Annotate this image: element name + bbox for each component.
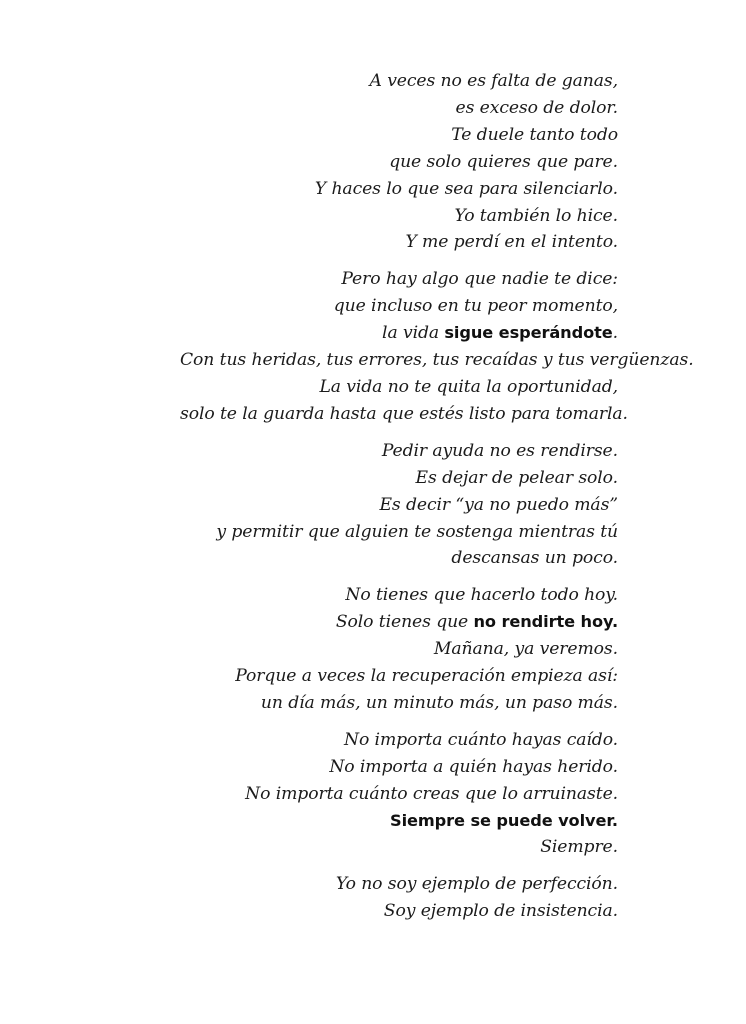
stanza-6 xyxy=(180,871,618,925)
poem-line xyxy=(180,320,618,347)
poem-line: es exceso de dolor. xyxy=(455,97,618,118)
poem-line-punctuation: . xyxy=(612,323,618,344)
poem-text xyxy=(180,68,694,935)
stanza-5 xyxy=(180,727,618,862)
poem-line: Es dejar de pelear solo. xyxy=(415,467,618,488)
poem-line: un día más, un minuto más, un paso más. xyxy=(260,692,618,713)
poem-line xyxy=(180,808,618,835)
poem-line: No tienes que hacerlo todo hoy. xyxy=(345,585,618,606)
poem-line: que incluso en tu peor momento, xyxy=(333,296,618,317)
poem-line: Y haces lo que sea para silenciarlo. xyxy=(314,178,618,199)
poem-line: Porque a veces la recuperación empieza así: xyxy=(235,666,618,687)
poem-line-text: Solo tienes que xyxy=(335,612,474,633)
poem-line-text: la vida xyxy=(382,323,445,344)
poem-line: Pedir ayuda no es rendirse. xyxy=(381,440,618,461)
stanza-2 xyxy=(180,266,694,427)
poem-line: No importa cuánto creas que lo arruinaste. xyxy=(245,783,618,804)
poem-line: Soy ejemplo de insistencia. xyxy=(383,901,618,922)
poem-line: La vida no te quita la oportunidad, xyxy=(319,376,618,397)
poem-line: No importa cuánto hayas caído. xyxy=(344,729,618,750)
poem-line: solo te la guarda hasta que estés listo para tomarla. xyxy=(180,403,628,424)
stanza-3 xyxy=(180,438,618,573)
poem-line: Es decir “ya no puedo más” xyxy=(379,494,618,515)
stanza-1 xyxy=(180,68,618,256)
poem-line: A veces no es falta de ganas, xyxy=(369,71,618,91)
poem-line: y permitir que alguien te sostenga mientras tú descansas un poco. xyxy=(216,521,618,569)
poem-line: que solo quieres que pare. xyxy=(389,151,618,172)
poem-line: Yo también lo hice. xyxy=(454,205,618,226)
poem-line: Pero hay algo que nadie te dice: xyxy=(341,269,618,290)
emphasis-text: no rendirte hoy. xyxy=(473,612,618,632)
emphasis-text: sigue esperándote xyxy=(444,323,613,343)
poem-line: Te duele tanto todo xyxy=(451,124,618,145)
poem-line: Yo no soy ejemplo de perfección. xyxy=(335,874,618,895)
poem-line: Mañana, ya veremos. xyxy=(433,639,618,660)
stanza-4 xyxy=(180,582,618,717)
poem-line: No importa a quién hayas herido. xyxy=(329,756,618,777)
poem-line: Con tus heridas, tus errores, tus recaídas y tus vergüenzas. xyxy=(180,350,694,371)
poem-line xyxy=(180,609,618,636)
poem-line: Y me perdí en el intento. xyxy=(405,232,618,253)
poem-line: Siempre. xyxy=(540,837,618,858)
emphasis-text: Siempre se puede volver. xyxy=(390,810,618,830)
